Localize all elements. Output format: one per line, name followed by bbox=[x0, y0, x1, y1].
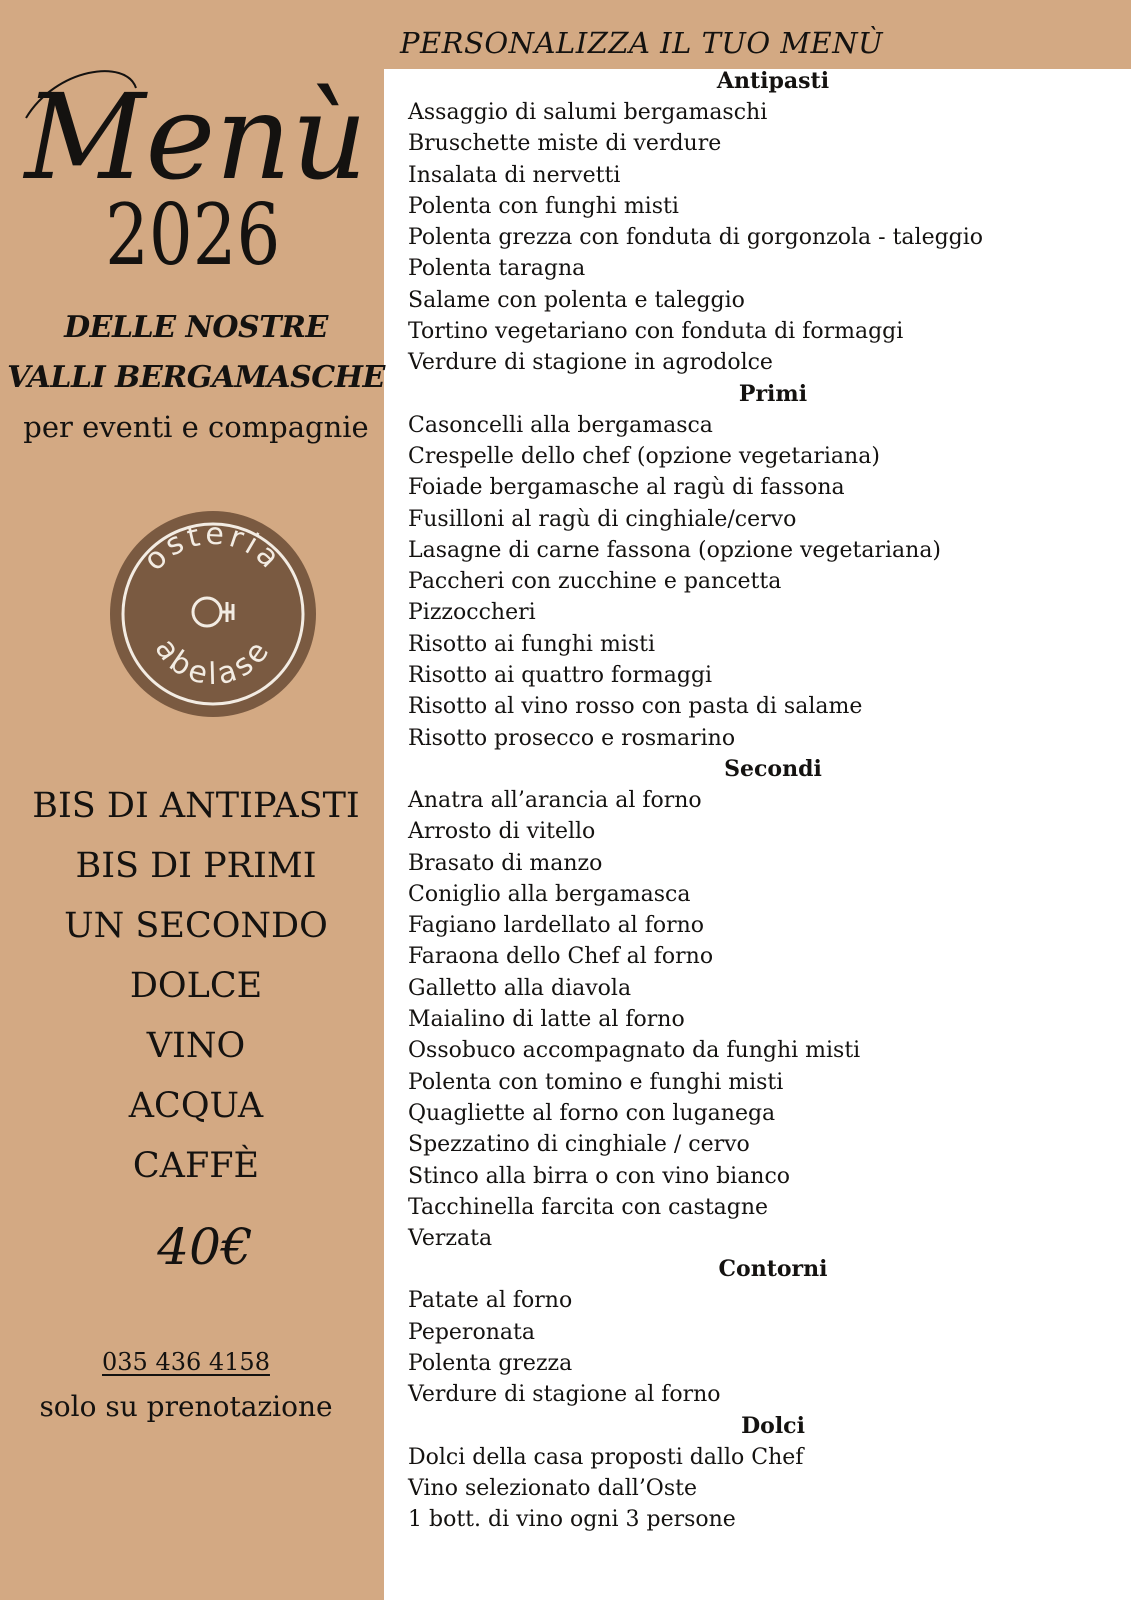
package-includes bbox=[0, 784, 392, 1204]
tagline-line1: DELLE NOSTRE bbox=[64, 310, 328, 345]
list-item: Tortino vegetariano con fonduta di formaggi bbox=[408, 319, 904, 345]
price: 40€ bbox=[157, 1218, 253, 1276]
phone-link[interactable]: 035 436 4158 bbox=[102, 1348, 270, 1376]
list-item: Stinco alla birra o con vino bianco bbox=[408, 1163, 791, 1189]
list-item: Spezzatino di cinghiale / cervo bbox=[408, 1132, 750, 1158]
list-item: Salame con polenta e taleggio bbox=[408, 287, 745, 313]
list-item: Tacchinella farcita con castagne bbox=[408, 1194, 769, 1220]
list-item: Verzata bbox=[408, 1226, 493, 1252]
section-dolci-title: Dolci bbox=[741, 1412, 805, 1439]
list-item: Risotto ai quattro formaggi bbox=[408, 663, 713, 689]
list-item: Maialino di latte al forno bbox=[408, 1007, 685, 1033]
list-item: Ossobuco accompagnato da funghi misti bbox=[408, 1038, 861, 1064]
list-item: Coniglio alla bergamasca bbox=[408, 881, 691, 907]
osteria-abelase-logo bbox=[107, 508, 319, 720]
list-item: Paccheri con zucchine e pancetta bbox=[408, 569, 782, 595]
list-item: Fusilloni al ragù di cinghiale/cervo bbox=[408, 506, 797, 532]
bundle-item: ACQUA bbox=[128, 1086, 264, 1126]
list-item: Vino selezionato dall’Oste bbox=[408, 1475, 697, 1501]
logo-bottom-text: abelase bbox=[147, 632, 279, 693]
top-banner bbox=[384, 0, 1131, 69]
booking-note: solo su prenotazione bbox=[39, 1390, 333, 1423]
list-item: Polenta con tomino e funghi misti bbox=[408, 1069, 784, 1095]
list-item: Galletto alla diavola bbox=[408, 975, 632, 1001]
list-item: 1 bott. di vino ogni 3 persone bbox=[408, 1507, 736, 1533]
list-item: Foiade bergamasche al ragù di fassona bbox=[408, 475, 845, 501]
list-item: Polenta con funghi misti bbox=[408, 193, 679, 219]
list-item: Patate al forno bbox=[408, 1288, 573, 1314]
list-item: Verdure di stagione in agrodolce bbox=[408, 350, 773, 376]
section-primi-title: Primi bbox=[738, 380, 808, 407]
list-item: Insalata di nervetti bbox=[408, 162, 621, 188]
list-item: Verdure di stagione al forno bbox=[408, 1382, 721, 1408]
bundle-item: CAFFÈ bbox=[132, 1146, 260, 1186]
section-contorni-title: Contorni bbox=[718, 1256, 828, 1283]
list-item: Risotto prosecco e rosmarino bbox=[408, 725, 736, 751]
bundle-item: BIS DI ANTIPASTI bbox=[32, 786, 360, 826]
section-antipasti-title: Antipasti bbox=[716, 68, 830, 94]
bundle-item: VINO bbox=[146, 1026, 246, 1066]
tagline-line3: per eventi e compagnie bbox=[23, 410, 369, 444]
list-item: Faraona dello Chef al forno bbox=[408, 944, 714, 970]
list-item: Risotto al vino rosso con pasta di salame bbox=[408, 694, 863, 720]
list-item: Brasato di manzo bbox=[408, 850, 603, 876]
list-item: Polenta grezza con fonduta di gorgonzola - taleggio bbox=[408, 225, 984, 251]
list-item: Risotto ai funghi misti bbox=[408, 631, 656, 657]
list-item: Polenta taragna bbox=[408, 256, 586, 282]
bundle-item: UN SECONDO bbox=[64, 906, 328, 946]
list-item: Casoncelli alla bergamasca bbox=[408, 412, 713, 438]
menu-list bbox=[408, 66, 1108, 1535]
list-item: Peperonata bbox=[408, 1319, 535, 1345]
banner-title: PERSONALIZZA IL TUO MENÙ bbox=[400, 26, 884, 60]
menu-script-text: Menù bbox=[24, 68, 368, 206]
list-item: Dolci della casa proposti dallo Chef bbox=[408, 1444, 804, 1470]
logo-top-text: osteria bbox=[136, 516, 290, 578]
bundle-item: DOLCE bbox=[129, 966, 263, 1006]
list-item: Lasagne di carne fassona (opzione vegetariana) bbox=[408, 537, 942, 563]
section-secondi-title: Secondi bbox=[724, 755, 822, 782]
year: 2026 bbox=[105, 186, 281, 284]
list-item: Polenta grezza bbox=[408, 1350, 573, 1376]
menu-script-title bbox=[16, 48, 376, 208]
list-item: Assaggio di salumi bergamaschi bbox=[408, 100, 768, 125]
bundle-item: BIS DI PRIMI bbox=[75, 846, 317, 886]
list-item: Fagiano lardellato al forno bbox=[408, 913, 705, 939]
list-item: Arrosto di vitello bbox=[408, 819, 596, 845]
list-item: Quagliette al forno con luganega bbox=[408, 1100, 776, 1126]
list-item: Pizzoccheri bbox=[408, 600, 536, 626]
tagline-line2: VALLI BERGAMASCHE bbox=[7, 360, 385, 395]
list-item: Anatra all’arancia al forno bbox=[408, 787, 702, 813]
list-item: Bruschette miste di verdure bbox=[408, 131, 722, 157]
list-item: Crespelle dello chef (opzione vegetariana) bbox=[408, 443, 880, 469]
